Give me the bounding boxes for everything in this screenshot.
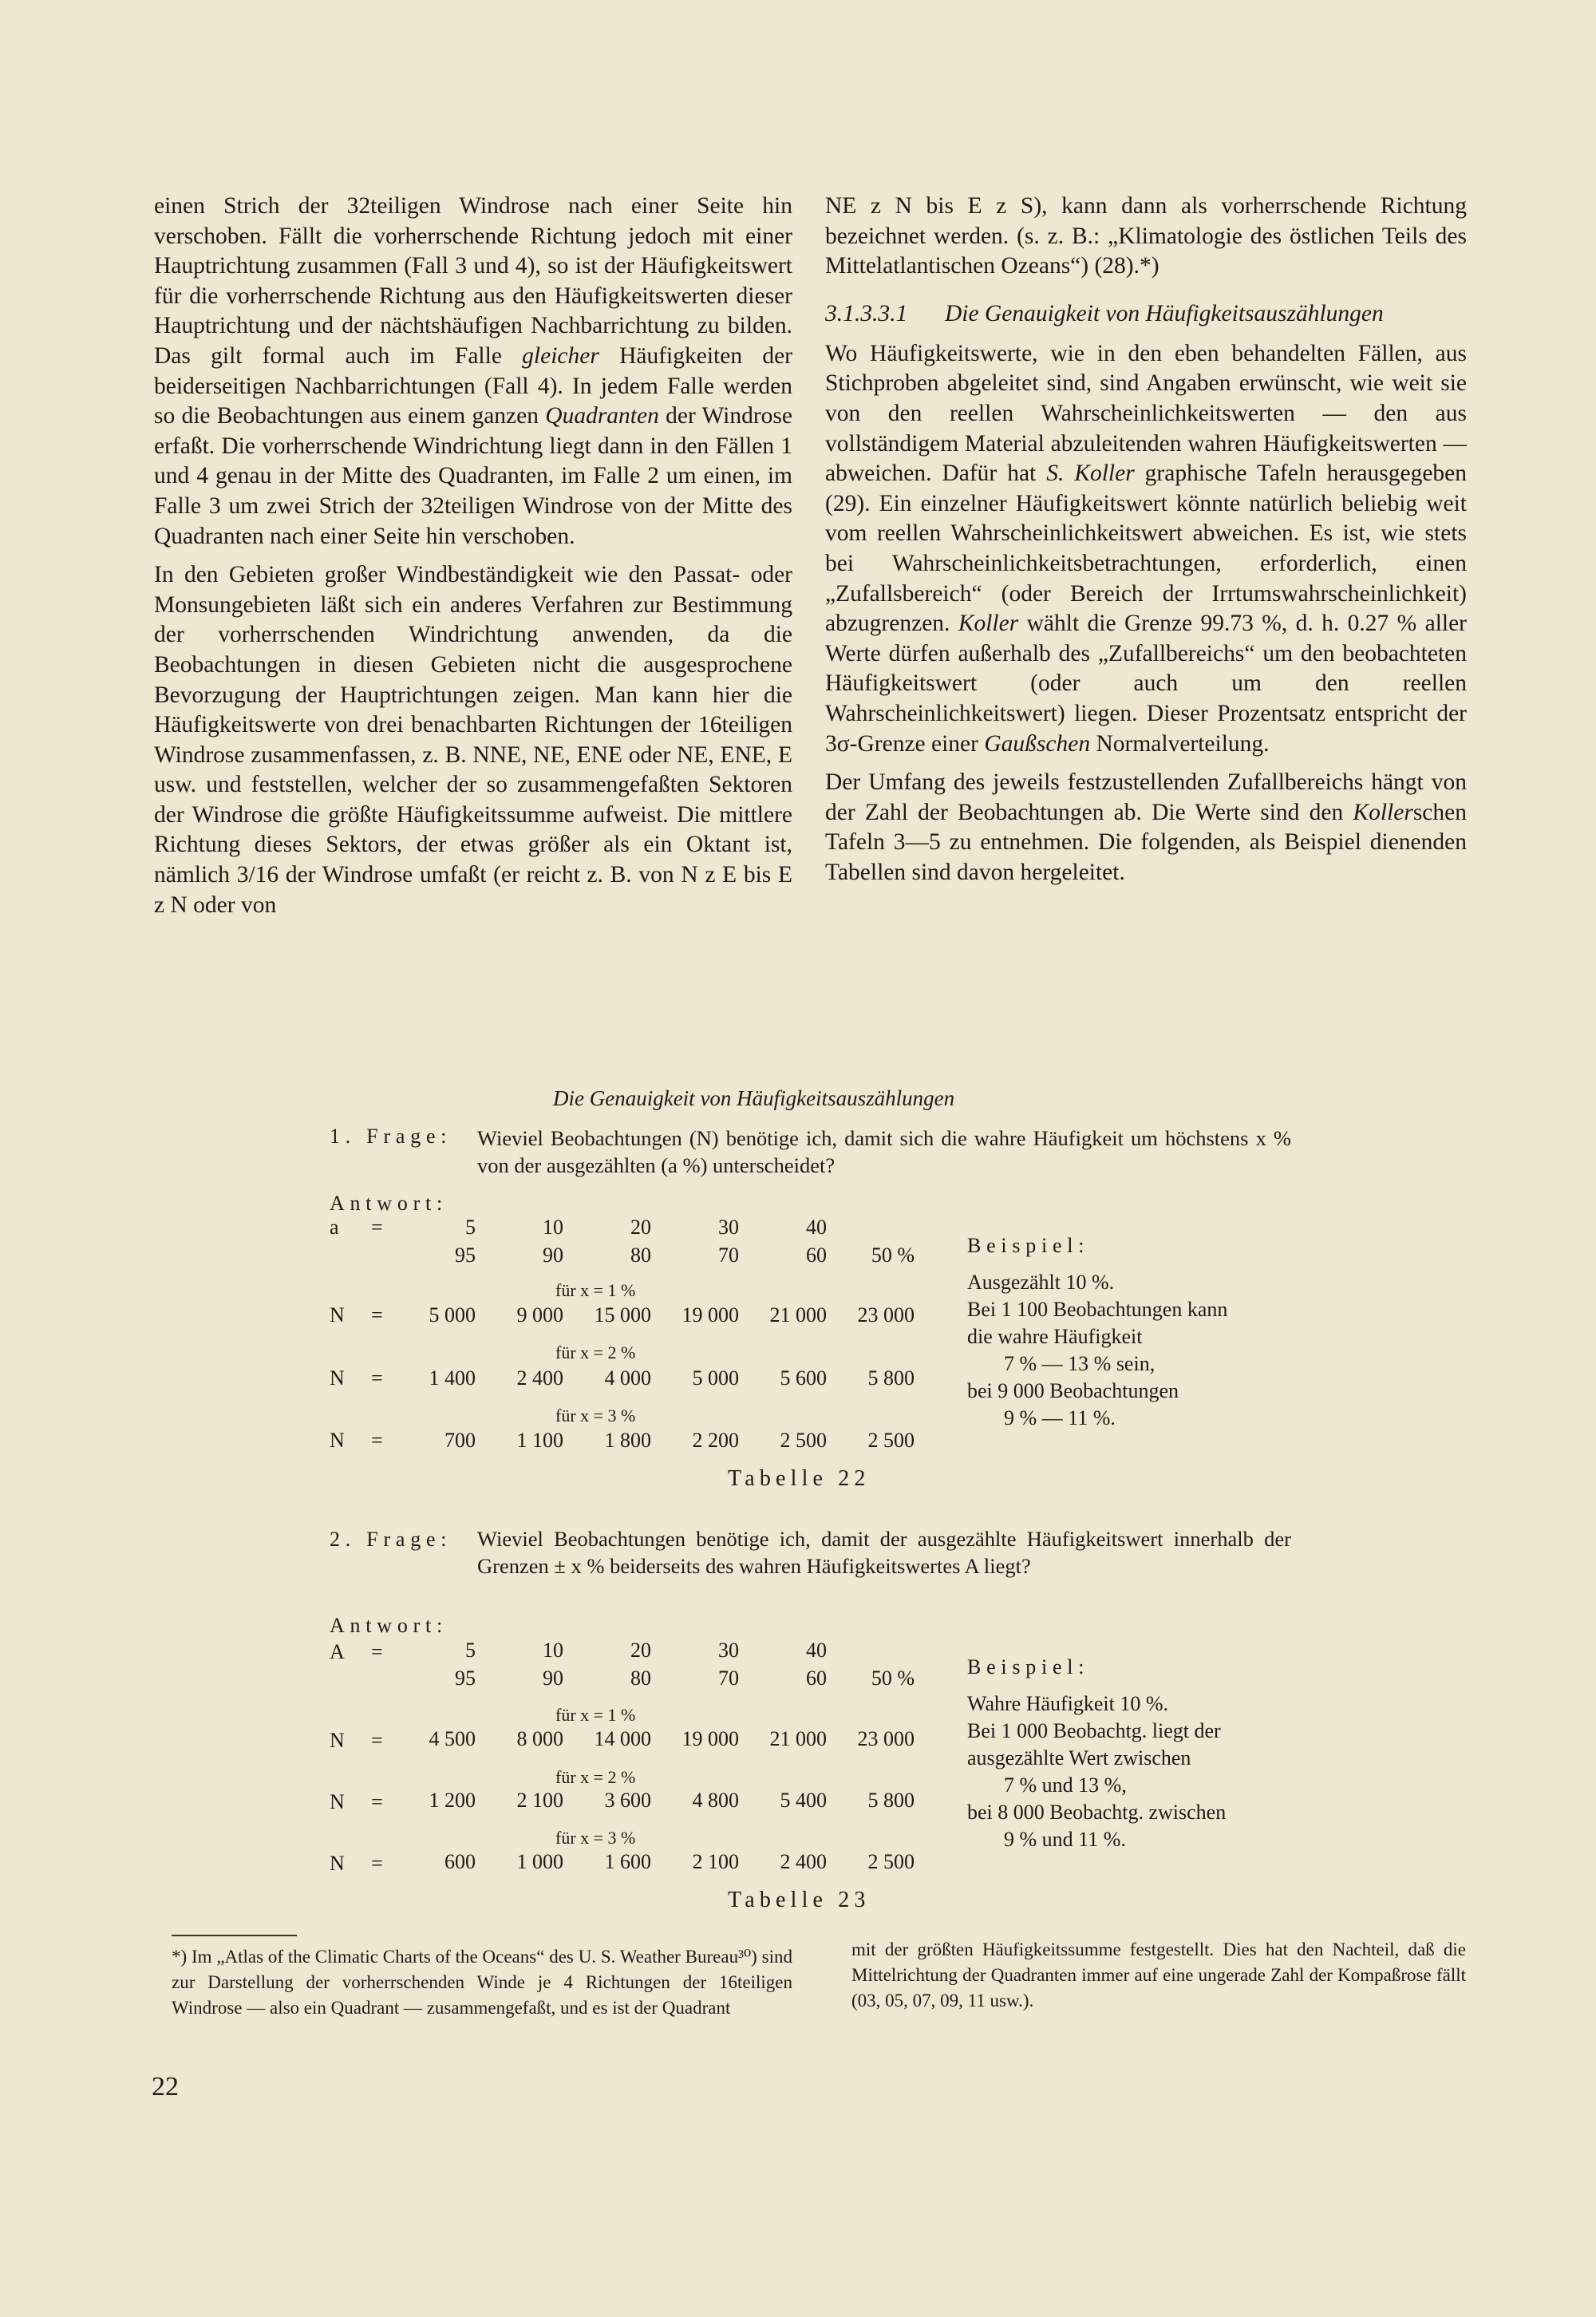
table-cell: 21 000 [769,1303,827,1327]
table-cell: 5 800 [867,1789,915,1812]
paragraph: Wo Häufigkeitswerte, wie in den eben behandelten Fällen, aus Stichproben abgeleitet sind, sind Angaben erwünscht, wie weit sie von den reellen Wahrscheinlichkeitswerten — den aus vollständigem Material abzuleitenden wahren Häufigkeitswerten — abweichen. Dafür hat S. Koller graphische Tafeln herausgegeben (29). Ein einzelner Häufigkeitswert könnte natürlich beliebig weit vom reellen Wahrscheinlichkeitswert abweichen. Es ist, wie stets bei Wahrscheinlichkeitsbetrachtungen, erforderlich, einen „Zufallsbereich“ (oder Bereich der Irrtumswahrscheinlichkeit) abzugrenzen. Koller wählt die Grenze 99.73 %, d. h. 0.27 % aller Werte dürfen außerhalb des „Zufallbereichs“ um den beobachteten Häufigkeitswert (oder auch um den reellen Wahrscheinlichkeitswert) liegen. Dieser Prozentsatz entspricht der 3σ-Grenze einer Gaußschen Normalverteilung. [825,340,1468,757]
table-cell: 8 000 [516,1727,563,1750]
table-cell: 95 [455,1667,476,1690]
table-cell: 50 % [871,1244,915,1267]
tables-caption: Die Genauigkeit von Häufigkeitsauszählungen [553,1086,955,1110]
condition-label: für x = 3 % [555,1406,636,1425]
condition-label: für x = 3 % [555,1828,636,1848]
equals-sign: = [371,1303,383,1327]
table-cell: 19 000 [681,1727,739,1750]
example-title: Beispiel: [967,1234,1090,1257]
answer-label: Antwort: [330,1192,448,1215]
n-label: N [330,1429,345,1452]
example-line: 9 % und 11 %. [1004,1828,1126,1851]
n-label: N [330,1729,345,1752]
n-label: N [330,1303,345,1327]
table-cell: 2 400 [780,1850,827,1873]
condition-label: für x = 1 % [555,1705,636,1725]
equals-sign: = [371,1852,383,1875]
example-box [967,1232,1227,1432]
table-cell: 5 800 [867,1366,915,1390]
table-cell: 700 [444,1429,476,1452]
right-column [825,192,1467,896]
example-box [967,1654,1226,1853]
table-cell: 20 [630,1639,651,1662]
example-line: die wahre Häufigkeit [967,1325,1143,1348]
footnote-right: mit der größten Häufigkeitssumme festgestellt. Dies hat den Nachteil, daß die Mittelrichtung der Quadranten immer auf eine ungerade Zahl der Kompaßrose fällt (03, 05, 07, 09, 11 usw.). [851,1939,1466,2011]
table-cell: 600 [444,1850,476,1873]
example-line: bei 8 000 Beobachtg. zwischen [967,1801,1227,1824]
table-cell: 14 000 [594,1727,651,1750]
table-cell: 40 [806,1639,827,1662]
example-line: Bei 1 100 Beobachtungen kann [967,1298,1228,1321]
table-cell: 2 500 [867,1429,915,1452]
table-cell: 80 [630,1667,651,1690]
table-cell: 70 [718,1244,739,1267]
table-cell: 20 [630,1216,651,1239]
condition-label: für x = 1 % [555,1280,636,1300]
example-line: bei 9 000 Beobachtungen [967,1379,1179,1402]
equals-sign: = [371,1366,383,1390]
table-cell: 1 100 [516,1429,563,1452]
table-cell: 5 600 [780,1366,827,1390]
table-cell: 30 [718,1216,739,1239]
paragraph: In den Gebieten großer Windbeständigkeit wie den Passat- oder Monsungebieten läßt sich ein anderes Verfahren zur Bestimmung der vorherrschenden Windrichtung anwenden, da die Beobachtungen in diesen Gebieten nicht die ausgesprochene Bevorzugung der Hauptrichtungen zeigen. Man kann hier die Häufigkeitswerte von drei benachbarten Richtungen der 16teiligen Windrose zusammenfassen, z. B. NNE, NE, ENE oder NE, ENE, E usw. und feststellen, welcher der so zusammengefaßten Sektoren der Windrose die größte Häufigkeitssumme aufweist. Die mittlere Richtung dieses Sektors, der etwas größer als ein Oktant ist, nämlich 3/16 der Windrose umfaßt (er reicht z. B. von N z E bis E z N oder von [154,562,792,918]
equals-sign: = [371,1729,383,1752]
question-label: 1. Frage: [330,1125,452,1148]
table-cell: 2 500 [780,1429,827,1452]
table-cell: 4 500 [429,1727,476,1750]
section-number: 3.1.3.3.1 [825,300,908,326]
question-text: Wieviel Beobachtungen (N) benötige ich, damit sich die wahre Häufigkeit um höchstens x % von der ausgezählten (a %) unterscheidet? [477,1126,1291,1177]
table-cell: 10 [543,1216,563,1239]
var-label: A [330,1640,345,1663]
table-cell: 2 100 [516,1789,563,1812]
table-cell: 4 800 [692,1789,739,1812]
table-cell: 5 000 [692,1366,739,1390]
equals-sign: = [371,1216,383,1239]
left-column [154,192,792,929]
answer-label: Antwort: [330,1614,448,1637]
footnote-rule [172,1935,297,1936]
table-cell: 1 400 [429,1366,476,1390]
table-cell: 19 000 [681,1303,739,1327]
n-label: N [330,1852,345,1875]
table-cell: 2 400 [516,1366,563,1390]
table-cell: 60 [806,1244,827,1267]
table-cell: 1 800 [604,1429,651,1452]
paragraph: einen Strich der 32teiligen Windrose nach einer Seite hin verschoben. Fällt die vorherrschende Richtung jedoch mit einer Hauptrichtung zusammen (Fall 3 und 4), so ist der Häufigkeitswert für die vorherrschende Richtung aus den Häufigkeitswerten dieser Hauptrichtung und der nächtshäufigen Nachbarrichtung zu bilden. Das gilt formal auch im Falle gleicher Häufigkeiten der beiderseitigen Nachbarrichtungen (Fall 4). In jedem Falle werden so die Beobachtungen aus einem ganzen Quadranten der Windrose erfaßt. Die vorherrschende Windrichtung liegt dann in den Fällen 1 und 4 genau in der Mitte des Quadranten, im Falle 2 um einen, im Falle 3 um zwei Strich der 32teiligen Windrose von der Mitte des Quadranten nach einer Seite hin verschoben. [154,193,793,549]
condition-label: für x = 2 % [555,1767,636,1787]
table-cell: 21 000 [769,1727,827,1750]
paragraph: NE z N bis E z S), kann dann als vorherrschende Richtung bezeichnet werden. (s. z. B.: „Klimatologie des östlichen Teils des Mittelatlantischen Ozeans“) (28).*) [825,193,1467,279]
example-line: ausgezählte Wert zwischen [967,1746,1191,1769]
var-label: a [330,1216,339,1239]
example-line: 7 % und 13 %, [1004,1773,1127,1797]
equals-sign: = [371,1790,383,1813]
question-label: 2. Frage: [330,1528,452,1551]
n-label: N [330,1366,345,1390]
table-cell: 60 [806,1667,827,1690]
table-cell: 30 [718,1639,739,1662]
page-number: 22 [152,2072,179,2102]
table-cell: 2 100 [692,1850,739,1873]
table-cell: 80 [630,1244,651,1267]
example-line: Bei 1 000 Beobachtg. liegt der [967,1719,1221,1742]
footnote-left: *) Im „Atlas of the Climatic Charts of the Oceans“ des U. S. Weather Bureau³⁰) sind zur Darstellung der vorherrschenden Winde je 4 Richtungen der 16teiligen Windrose — also ein Quadrant — zusammengefaßt, und es ist der Quadrant [172,1947,792,2018]
table-cell: 10 [543,1639,563,1662]
table-caption: Tabelle 22 [728,1466,871,1491]
equals-sign: = [371,1429,383,1452]
condition-label: für x = 2 % [555,1342,636,1362]
example-line: 9 % — 11 %. [1004,1406,1116,1429]
table-cell: 5 000 [429,1303,476,1327]
n-label: N [330,1790,345,1813]
example-line: Ausgezählt 10 %. [967,1271,1115,1294]
table-cell: 23 000 [857,1727,915,1750]
table-cell: 9 000 [516,1303,563,1327]
table-cell: 1 000 [516,1850,563,1873]
paragraph: Der Umfang des jeweils festzustellenden Zufallbereichs hängt von der Zahl der Beobachtungen ab. Die Werte sind den Kollerschen Tafeln 3—5 zu entnehmen. Die folgenden, als Beispiel dienenden Tabellen sind davon hergeleitet. [825,769,1467,885]
table-caption: Tabelle 23 [728,1888,871,1912]
section-heading [825,299,1467,328]
table-cell: 50 % [871,1667,915,1690]
table-cell: 23 000 [857,1303,915,1327]
equals-sign: = [371,1640,383,1663]
table-cell: 5 [465,1216,476,1239]
table-cell: 40 [806,1216,827,1239]
table-cell: 2 500 [867,1850,915,1873]
table-cell: 1 600 [604,1850,651,1873]
table-cell: 90 [543,1667,563,1690]
table-cell: 95 [455,1244,476,1267]
table-cell: 3 600 [604,1789,651,1812]
table-cell: 70 [718,1667,739,1690]
example-line: 7 % — 13 % sein, [1004,1352,1156,1375]
table-cell: 5 [465,1639,476,1662]
question-text: Wieviel Beobachtungen benötige ich, damit der ausgezählte Häufigkeitswert innerhalb der Grenzen ± x % beiderseits des wahren Häufigkeitswertes A liegt? [477,1527,1291,1578]
example-title: Beispiel: [967,1655,1090,1678]
table-cell: 2 200 [692,1429,739,1452]
table-cell: 90 [543,1244,563,1267]
table-cell: 1 200 [429,1789,476,1812]
example-line: Wahre Häufigkeit 10 %. [967,1692,1169,1715]
section-title: Die Genauigkeit von Häufigkeitsauszählungen [945,300,1384,326]
table-cell: 4 000 [604,1366,651,1390]
table-cell: 5 400 [780,1789,827,1812]
table-cell: 15 000 [594,1303,651,1327]
